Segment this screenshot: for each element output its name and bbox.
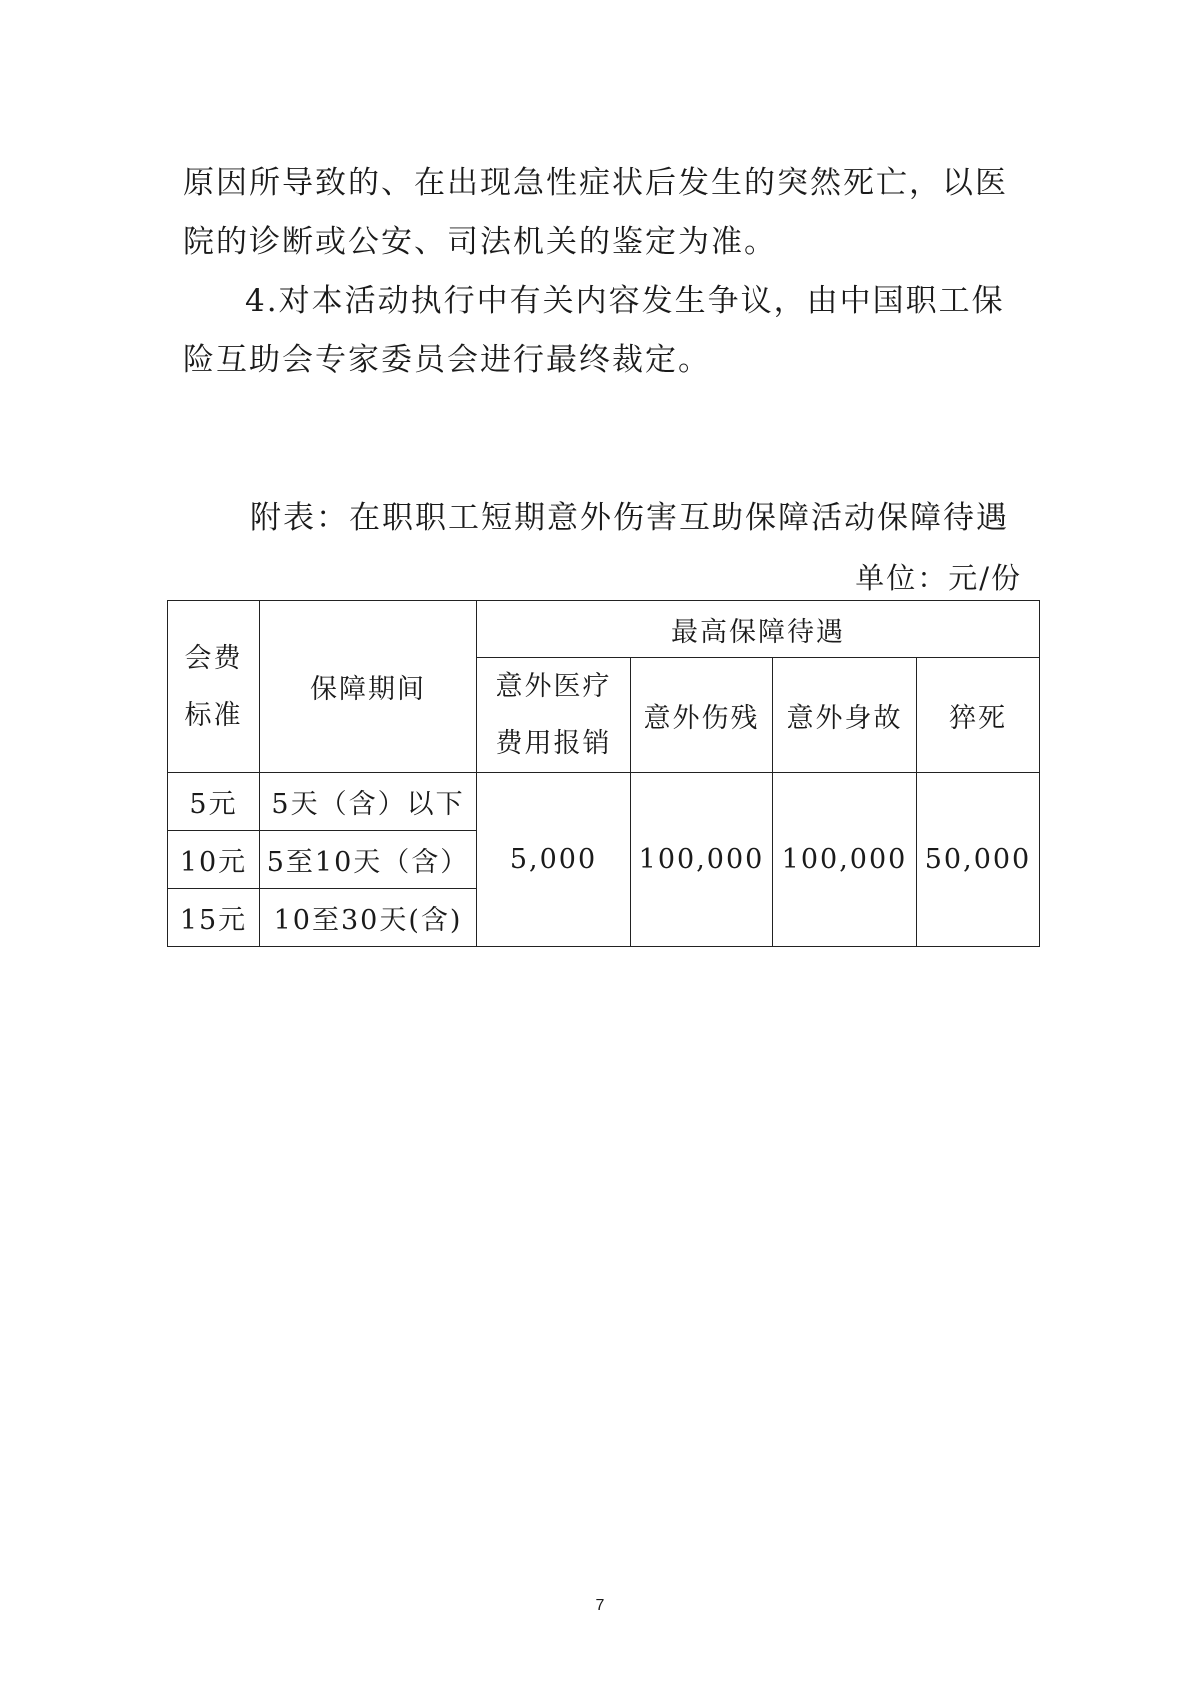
- value-disability: 100,000: [631, 773, 773, 947]
- header-max-benefit: 最高保障待遇: [477, 601, 1040, 658]
- table-row: [168, 773, 1040, 831]
- value-medical: 5,000: [477, 773, 631, 947]
- row-period: 5天（含）以下: [260, 773, 477, 831]
- benefit-table: [167, 600, 1040, 947]
- header-fee-standard: [168, 601, 260, 773]
- row-period: 10至30天(含): [260, 889, 477, 947]
- row-period: 5至10天（含）: [260, 831, 477, 889]
- header-death: 意外身故: [773, 658, 917, 773]
- value-death: 100,000: [773, 773, 917, 947]
- table-title: 附表：在职职工短期意外伤害互助保障活动保障待遇: [250, 500, 1009, 536]
- header-medical-line1: 意外医疗: [495, 671, 612, 702]
- header-medical: [477, 658, 631, 773]
- row-fee: 15元: [168, 889, 260, 947]
- value-sudden-death: 50,000: [917, 773, 1040, 947]
- header-period: 保障期间: [260, 601, 477, 773]
- table-unit: 单位：元/份: [855, 561, 1022, 595]
- paragraph-2: 4.对本活动执行中有关内容发生争议，由中国职工保险互助会专家委员会进行最终裁定。: [183, 283, 1005, 378]
- page-number: 7: [595, 1597, 605, 1614]
- paragraph-1: 原因所导致的、在出现急性症状后发生的突然死亡，以医院的诊断或公安、司法机关的鉴定为准。: [183, 165, 1008, 260]
- header-fee-line1: 会费: [184, 642, 243, 674]
- header-sudden-death: 猝死: [917, 658, 1040, 773]
- row-fee: 5元: [168, 773, 260, 831]
- header-medical-line2: 费用报销: [495, 728, 612, 759]
- row-fee: 10元: [168, 831, 260, 889]
- header-fee-line2: 标准: [184, 699, 243, 731]
- header-disability: 意外伤残: [631, 658, 773, 773]
